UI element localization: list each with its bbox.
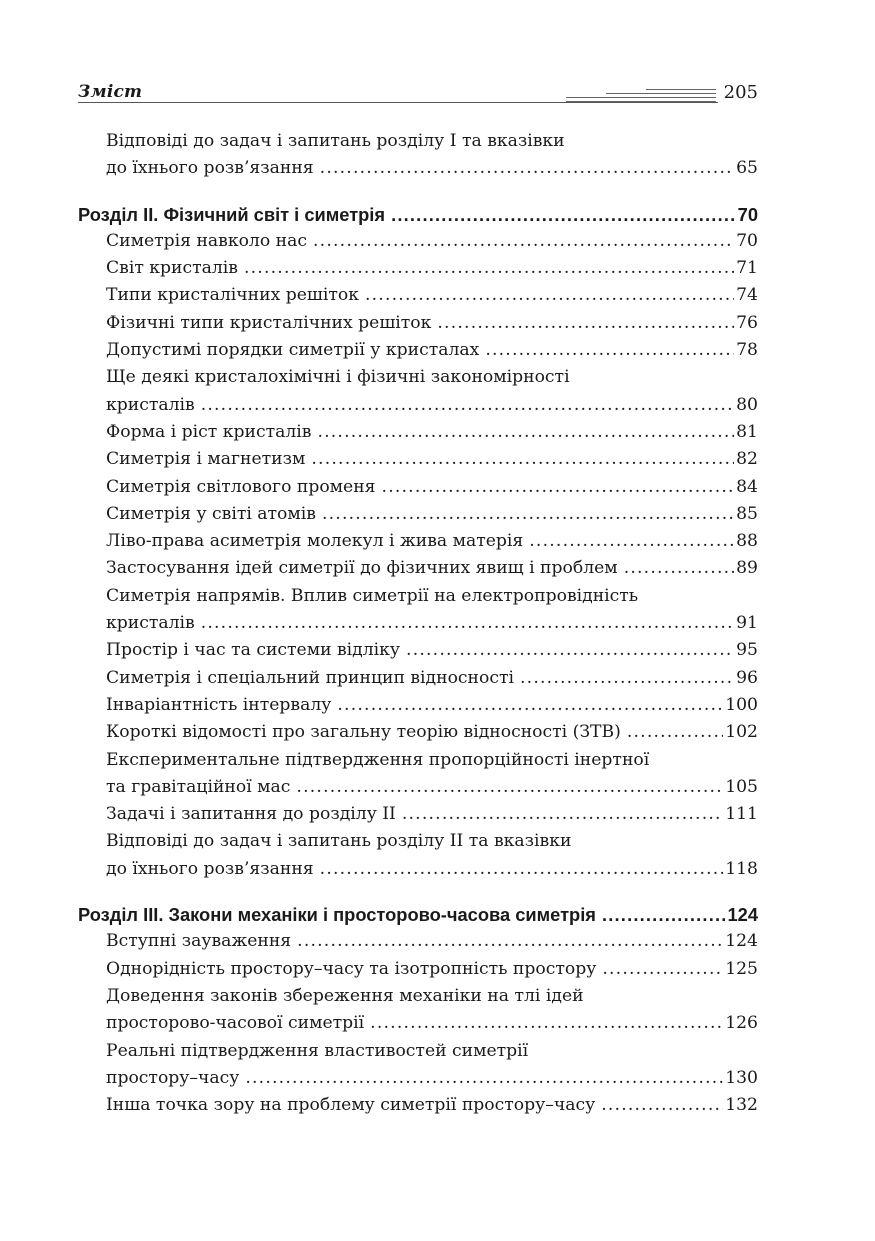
toc-entry (78, 801, 758, 828)
toc-entry-last-line (106, 337, 758, 364)
toc-entry-last-line (106, 928, 758, 955)
toc-entry (78, 1092, 758, 1119)
toc-section-entry (78, 901, 758, 928)
toc-page-number: 89 (736, 558, 758, 579)
toc-entry-title-line: Симетрія світлового променя (106, 476, 376, 497)
toc-entry-last-line (106, 1065, 758, 1092)
dot-leader (296, 774, 723, 801)
dot-leader (402, 801, 723, 828)
toc-page-number: 85 (736, 503, 758, 524)
toc-entry-last-line (106, 528, 758, 555)
dot-leader (602, 956, 723, 983)
toc-entry (78, 474, 758, 501)
toc-entry-title-line: простору–часу (106, 1067, 240, 1088)
toc-entry-title-line: Симетрія навколо нас (106, 230, 307, 251)
toc-entry (78, 446, 758, 473)
toc-entry-last-line (78, 901, 758, 928)
toc-entry (78, 719, 758, 746)
toc-entry (78, 555, 758, 582)
toc-entry-title-line: Відповіді до задач і запитань розділу ІІ та вказівки (106, 831, 572, 852)
header-title: Зміст (78, 82, 143, 102)
toc-entry (78, 956, 758, 983)
toc-entry (78, 364, 758, 419)
toc-entry (78, 310, 758, 337)
toc-entry (78, 983, 758, 1038)
toc-entry-title-line: Світ кристалів (106, 258, 238, 279)
toc-entry (78, 637, 758, 664)
toc-entry-title-line: Простір і час та системи відліку (106, 640, 401, 661)
toc-entry-title-line: Ще деякі кристалохімічні і фізичні закономірності (106, 367, 570, 388)
dot-leader (406, 637, 734, 664)
dot-leader (624, 555, 734, 582)
toc-entry-title-line: Відповіді до задач і запитань розділу І та вказівки (106, 131, 565, 151)
toc-page-number: 76 (736, 312, 758, 333)
toc-entry-title-line: Однорідність простору–часу та ізотропність простору (106, 958, 597, 979)
dot-leader (370, 1010, 723, 1037)
toc-entry (78, 665, 758, 692)
page (78, 78, 758, 1119)
dot-leader (391, 201, 736, 228)
toc-entry-last-line (106, 665, 758, 692)
header-rule (78, 102, 718, 103)
dot-leader (201, 610, 734, 637)
toc-entry-last-line (106, 856, 758, 883)
dot-leader (244, 255, 734, 282)
toc-entry-title-line: Короткі відомості про загальну теорію відносності (ЗТВ) (106, 722, 621, 743)
toc-page-number: 124 (725, 931, 758, 952)
toc-entry-last-line (106, 446, 758, 473)
toc-entry-title-line: Симетрія у світі атомів (106, 503, 316, 524)
toc-entry (78, 583, 758, 638)
toc-entry-title-line: Вступні зауваження (106, 931, 292, 952)
toc-page-number: 126 (725, 1013, 758, 1034)
toc-entry (78, 282, 758, 309)
page-number: 205 (723, 82, 758, 103)
toc-page-number: 130 (725, 1067, 758, 1088)
toc-page-number: 81 (736, 421, 758, 442)
toc-entry-title-line: Розділ ІІ. Фізичний світ і симетрія (78, 203, 386, 225)
dot-leader (602, 901, 726, 928)
toc-entry-title-line: Задачі і запитання до розділу ІІ (106, 804, 396, 825)
toc-entry (78, 255, 758, 282)
toc-section-entry (78, 201, 758, 228)
toc-entry-last-line (106, 228, 758, 255)
toc-entry-last-line (106, 255, 758, 282)
toc-page-number: 125 (725, 958, 758, 979)
dot-leader (437, 310, 734, 337)
toc-entry (78, 337, 758, 364)
toc-entry-title-line: Реальні підтвердження властивостей симетрії (106, 1040, 529, 1061)
toc-entry-last-line (106, 419, 758, 446)
toc-entry-title-line: Експериментальне підтвердження пропорційності інертної (106, 749, 650, 770)
toc-page-number: 91 (736, 613, 758, 634)
toc-page-number: 118 (725, 858, 758, 879)
toc-entry (78, 1038, 758, 1093)
toc-page-number: 80 (736, 394, 758, 415)
dot-leader (520, 665, 734, 692)
toc-page-number: 124 (727, 904, 758, 926)
toc-entry-title-line: Симетрія і спеціальний принцип відносності (106, 667, 514, 688)
running-header (78, 78, 758, 106)
toc-page-number: 82 (736, 449, 758, 470)
toc-entry-last-line (106, 155, 758, 182)
toc-page-number: 70 (736, 230, 758, 251)
toc-entry-title-line: Інша точка зору на проблему симетрії простору–часу (106, 1095, 596, 1116)
toc-page-number: 78 (736, 340, 758, 361)
dot-leader (601, 1092, 723, 1119)
toc-entry-title-line: Типи кристалічних решіток (106, 285, 359, 306)
toc-entry-last-line (106, 1010, 758, 1037)
toc-entry-title-line: Допустимі порядки симетрії у кристалах (106, 340, 480, 361)
table-of-contents (78, 128, 758, 1119)
header-ornament-lines (566, 89, 716, 103)
toc-page-number: 111 (725, 804, 758, 825)
dot-leader (627, 719, 723, 746)
toc-entry-last-line (106, 801, 758, 828)
toc-page-number: 105 (725, 776, 758, 797)
toc-page-number: 65 (736, 158, 758, 179)
toc-entry (78, 419, 758, 446)
toc-entry-last-line (106, 392, 758, 419)
toc-entry-title-line: кристалів (106, 394, 195, 415)
toc-entry-last-line (106, 555, 758, 582)
toc-entry-last-line (106, 692, 758, 719)
dot-leader (311, 446, 734, 473)
toc-entry-last-line (106, 1092, 758, 1119)
toc-entry-title-line: до їхнього розв’язання (106, 858, 314, 879)
toc-entry-title-line: кристалів (106, 613, 195, 634)
toc-entry-title-line: Симетрія напрямів. Вплив симетрії на електропровідність (106, 585, 639, 606)
toc-entry-title-line: Доведення законів збереження механіки на тлі ідей (106, 985, 584, 1006)
toc-entry (78, 692, 758, 719)
toc-page-number: 102 (725, 722, 758, 743)
toc-page-number: 96 (736, 667, 758, 688)
toc-entry-title-line: до їхнього розв’язання (106, 158, 314, 179)
toc-entry-title-line: Інваріантність інтервалу (106, 694, 332, 715)
toc-entry-title-line: та гравітаційної мас (106, 776, 291, 797)
toc-entry (78, 528, 758, 555)
toc-entry-title-line: Форма і ріст кристалів (106, 421, 312, 442)
toc-entry-last-line (78, 201, 758, 228)
toc-entry-title-line: Застосування ідей симетрії до фізичних явищ і проблем (106, 558, 618, 579)
toc-entry-last-line (106, 501, 758, 528)
toc-entry (78, 747, 758, 802)
dot-leader (297, 928, 723, 955)
toc-entry-last-line (106, 282, 758, 309)
toc-page-number: 70 (737, 203, 758, 225)
dot-leader (322, 501, 734, 528)
toc-page-number: 84 (736, 476, 758, 497)
toc-entry-title-line: Ліво-права асиметрія молекул і жива матерія (106, 531, 524, 552)
toc-page-number: 71 (736, 258, 758, 279)
toc-page-number: 88 (736, 531, 758, 552)
toc-page-number: 95 (736, 640, 758, 661)
dot-leader (485, 337, 734, 364)
toc-entry-title-line: Фізичні типи кристалічних решіток (106, 312, 432, 333)
dot-leader (245, 1065, 723, 1092)
toc-entry (78, 928, 758, 955)
toc-entry-last-line (106, 610, 758, 637)
toc-entry (78, 828, 758, 883)
toc-entry-title-line: просторово-часової симетрії (106, 1013, 365, 1034)
dot-leader (317, 419, 734, 446)
dot-leader (365, 282, 734, 309)
toc-entry (78, 128, 758, 183)
toc-entry-title-line: Розділ ІІІ. Закони механіки і просторово-часова симетрія (78, 904, 596, 926)
toc-entry-last-line (106, 637, 758, 664)
dot-leader (201, 392, 734, 419)
toc-page-number: 74 (736, 285, 758, 306)
toc-entry-last-line (106, 719, 758, 746)
dot-leader (337, 692, 723, 719)
toc-entry-last-line (106, 474, 758, 501)
dot-leader (320, 856, 724, 883)
toc-entry (78, 501, 758, 528)
dot-leader (313, 228, 734, 255)
toc-entry-last-line (106, 310, 758, 337)
toc-entry-last-line (106, 774, 758, 801)
dot-leader (529, 528, 734, 555)
toc-page-number: 132 (725, 1095, 758, 1116)
toc-page-number: 100 (725, 694, 758, 715)
dot-leader (320, 155, 734, 182)
toc-entry-title-line: Симетрія і магнетизм (106, 449, 306, 470)
toc-entry (78, 228, 758, 255)
dot-leader (382, 474, 735, 501)
toc-entry-last-line (106, 956, 758, 983)
